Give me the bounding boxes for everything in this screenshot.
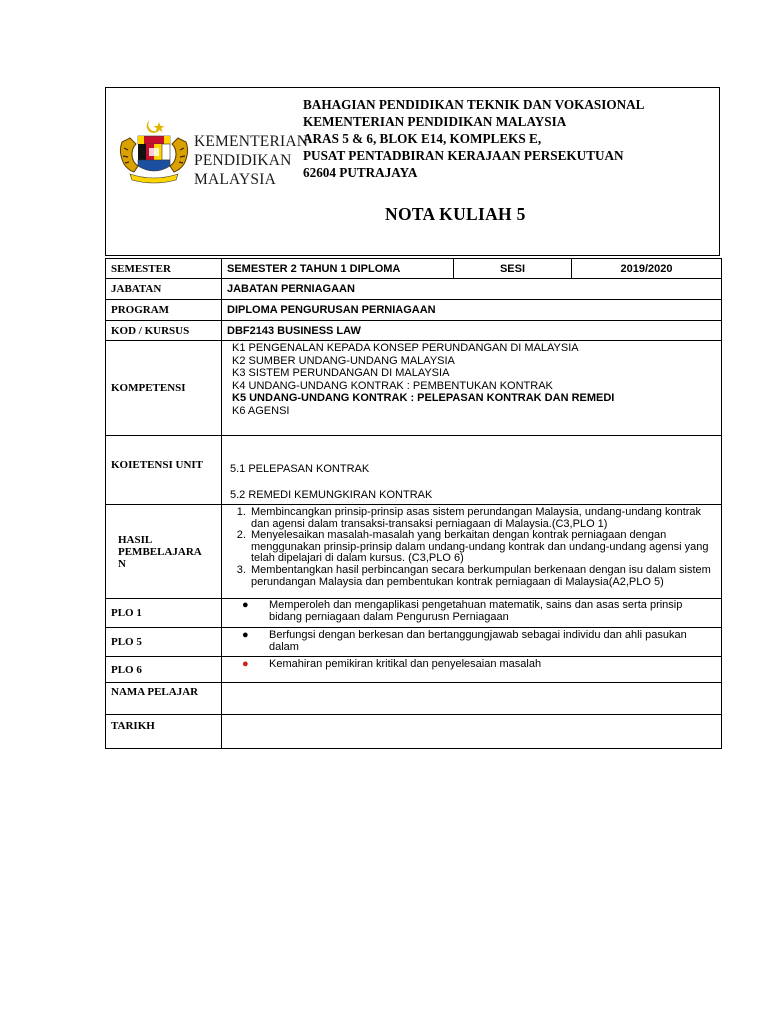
- hasil-ordered-list: [230, 507, 717, 588]
- plo1-label: PLO 1: [106, 599, 222, 628]
- coat-of-arms-icon: [116, 118, 192, 184]
- bullet-icon: ●: [242, 629, 249, 641]
- hasil-item: 3. Membentangkan hasil perbincangan secara berkumpulan berkenaan dengan isu dalam sistem perundangan Malaysia dan pembentukan kontrak perniagaan di Malaysia(A2,PLO 5): [249, 565, 717, 588]
- plo6-text: Kemahiran pemikiran kritikal dan penyelesaian masalah: [269, 658, 542, 670]
- logo-line-1: KEMENTERIAN: [194, 133, 309, 150]
- hasil-list: [222, 505, 722, 599]
- plo6-label: PLO 6: [106, 657, 222, 683]
- logo-line-3: MALAYSIA: [194, 171, 276, 188]
- plo5-text: Berfungsi dengan berkesan dan bertanggungjawab sebagai individu dan ahli pasukan dalam: [269, 629, 687, 653]
- plo1-text: Memperoleh dan mengaplikasi pengetahuan matematik, sains dan asas serta prinsip bidang perniagaan dalam Pengurusn Perniagaan: [269, 599, 683, 623]
- hasil-item: 2. Menyelesaikan masalah-masalah yang berkaitan dengan kontrak perniagaan dengan menggunakan prinsip-prinsip dalam undang-undang kontrak dan undang-undang agensi yang telah dipelajari di dalam kursus. (C3,PLO 6): [249, 530, 717, 565]
- address-line: BAHAGIAN PENDIDIKAN TEKNIK DAN VOKASIONAL: [303, 97, 645, 112]
- kompetensi-list: [222, 341, 722, 436]
- nama-label: NAMA PELAJAR: [106, 683, 222, 715]
- course-info-table: [105, 258, 722, 749]
- hasil-label-line: PEMBELAJARA: [118, 545, 202, 558]
- row-hasil: [106, 505, 722, 599]
- row-unit: [106, 436, 722, 505]
- plo5-label: PLO 5: [106, 628, 222, 657]
- row-plo5: [106, 628, 722, 657]
- kompetensi-item: K3 SISTEM PERUNDANGAN DI MALAYSIA: [232, 367, 450, 379]
- unit-list: [222, 436, 722, 505]
- jabatan-label: JABATAN: [106, 279, 222, 300]
- plo6-cell: [222, 657, 722, 683]
- kompetensi-item: K1 PENGENALAN KEPADA KONSEP PERUNDANGAN DI MALAYSIA: [232, 342, 579, 354]
- row-plo6: [106, 657, 722, 683]
- nama-field[interactable]: [222, 683, 722, 715]
- row-program: [106, 300, 722, 321]
- address-line: PUSAT PENTADBIRAN KERAJAAN PERSEKUTUAN: [303, 148, 624, 163]
- semester-value: SEMESTER 2 TAHUN 1 DIPLOMA: [222, 259, 454, 279]
- kursus-label: KOD / KURSUS: [106, 321, 222, 341]
- plo5-cell: [222, 628, 722, 657]
- row-tarikh: [106, 715, 722, 749]
- logo-line-2: PENDIDIKAN: [194, 152, 292, 169]
- address-block: [303, 96, 644, 181]
- kompetensi-item-current: K5 UNDANG-UNDANG KONTRAK : PELEPASAN KONTRAK DAN REMEDI: [232, 392, 615, 404]
- kompetensi-item: K6 AGENSI: [232, 404, 290, 417]
- bullet-icon: ●: [242, 599, 249, 611]
- program-label: PROGRAM: [106, 300, 222, 321]
- kompetensi-item: K2 SUMBER UNDANG-UNDANG MALAYSIA: [232, 354, 455, 367]
- semester-label: SEMESTER: [106, 259, 222, 279]
- address-line: 62604 PUTRAJAYA: [303, 165, 418, 180]
- kompetensi-label: KOMPETENSI: [106, 341, 222, 436]
- address-line: ARAS 5 & 6, BLOK E14, KOMPLEKS E,: [303, 131, 542, 146]
- jabatan-value: JABATAN PERNIAGAAN: [222, 279, 722, 300]
- unit-item: 5.1 PELEPASAN KONTRAK: [230, 463, 370, 475]
- logo-wordmark: [194, 132, 308, 189]
- sesi-value: 2019/2020: [572, 259, 722, 279]
- row-jabatan: [106, 279, 722, 300]
- row-plo1: [106, 599, 722, 628]
- kursus-value: DBF2143 BUSINESS LAW: [222, 321, 722, 341]
- row-kompetensi: [106, 341, 722, 436]
- hasil-label-line: N: [118, 557, 126, 570]
- tarikh-field[interactable]: [222, 715, 722, 749]
- program-value: DIPLOMA PENGURUSAN PERNIAGAAN: [222, 300, 722, 321]
- ministry-logo: [116, 118, 309, 188]
- row-semester: [106, 259, 722, 279]
- red-bullet-icon: ●: [242, 658, 249, 670]
- address-line: KEMENTERIAN PENDIDIKAN MALAYSIA: [303, 114, 567, 129]
- hasil-label: [106, 505, 222, 599]
- document-title: NOTA KULIAH 5: [385, 204, 526, 224]
- row-nama: [106, 683, 722, 715]
- plo1-cell: [222, 599, 722, 628]
- tarikh-label: TARIKH: [106, 715, 222, 749]
- hasil-label-line: HASIL: [118, 533, 153, 546]
- row-kursus: [106, 321, 722, 341]
- hasil-item: 1. Membincangkan prinsip-prinsip asas sistem perundangan Malaysia, undang-undang kontrak dan agensi dalam transaksi-transaksi perniagaan di Malaysia.(C3,PLO 1): [249, 507, 717, 530]
- kompetensi-item: K4 UNDANG-UNDANG KONTRAK : PEMBENTUKAN KONTRAK: [232, 379, 553, 392]
- header-box: [105, 87, 720, 256]
- unit-label: KOIETENSI UNIT: [106, 436, 222, 505]
- unit-item: 5.2 REMEDI KEMUNGKIRAN KONTRAK: [230, 488, 433, 501]
- sesi-label: SESI: [454, 259, 572, 279]
